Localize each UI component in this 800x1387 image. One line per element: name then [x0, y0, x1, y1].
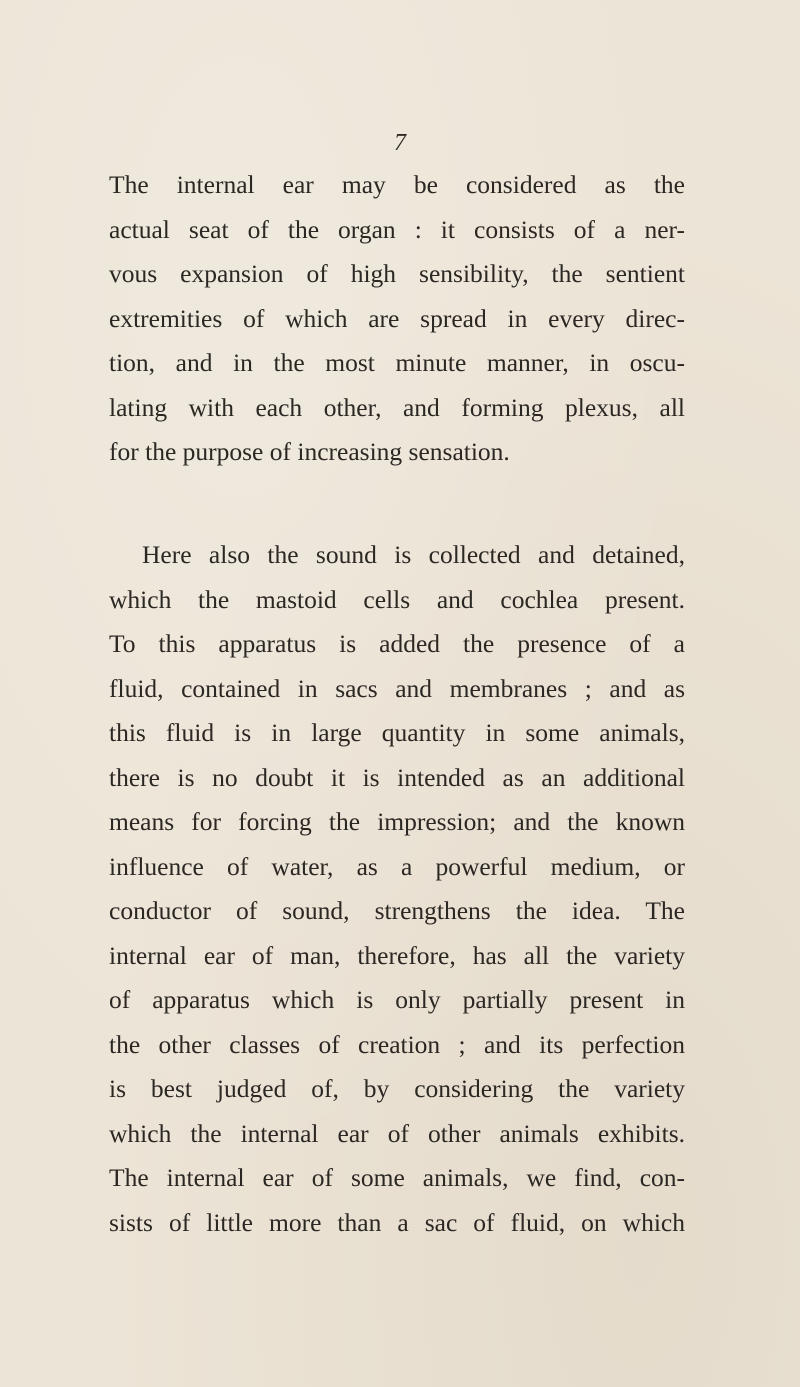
text-line: there is no doubt it is intended as an additional [109, 762, 685, 792]
text-line: sists of little more than a sac of fluid, on which [109, 1207, 685, 1237]
text-line: the other classes of creation ; and its perfection [109, 1029, 685, 1059]
text-line: which the mastoid cells and cochlea present. [109, 584, 685, 614]
text-line: is best judged of, by considering the variety [109, 1074, 685, 1103]
text-line: vous expansion of high sensibility, the sentient [109, 259, 685, 288]
text-line: for the purpose of increasing sensation. [109, 437, 510, 466]
text-line: fluid, contained in sacs and membranes ; and as [109, 673, 685, 703]
text-line: actual seat of the organ : it consists of a ner- [109, 214, 685, 244]
paragraph-1 [109, 163, 685, 475]
text-line: means for forcing the impression; and the known [109, 807, 685, 836]
text-line: internal ear of man, therefore, has all the variety [109, 940, 685, 970]
text-line: The internal ear may be considered as the [109, 170, 685, 199]
page-number: 7 [394, 130, 406, 156]
text-line: Here also the sound is collected and detained, [142, 540, 685, 569]
text-line: this fluid is in large quantity in some animals, [109, 718, 685, 747]
text-line: To this apparatus is added the presence of a [109, 629, 685, 658]
text-line: The internal ear of some animals, we find, con- [109, 1163, 685, 1192]
text-line: of apparatus which is only partially present in [109, 985, 685, 1014]
text-line: influence of water, as a powerful medium, or [109, 851, 685, 881]
text-line: extremities of which are spread in every direc- [109, 303, 685, 333]
text-line: tion, and in the most minute manner, in oscu- [109, 348, 685, 377]
text-line: conductor of sound, strengthens the idea. The [109, 896, 685, 925]
paragraph-2 [109, 533, 685, 1245]
text-line: which the internal ear of other animals exhibits. [109, 1118, 685, 1148]
text-line: lating with each other, and forming plexus, all [109, 392, 685, 422]
